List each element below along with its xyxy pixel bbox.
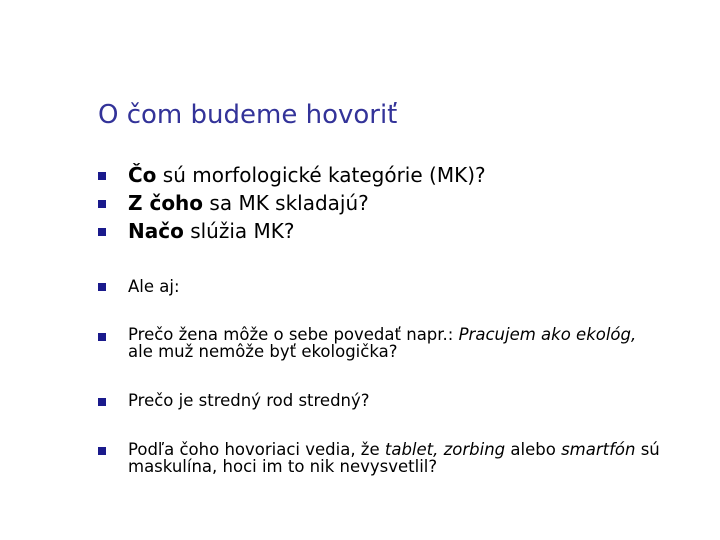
bullet-item-2: [128, 192, 369, 214]
bullet-item-5: [128, 326, 636, 360]
bullet-square-icon: [98, 172, 106, 180]
bullet-item-4: Ale aj:: [128, 277, 180, 296]
bullet-square-icon: [98, 333, 106, 341]
bullet-7-line-1: [128, 441, 660, 458]
bullet-item-1: [128, 164, 486, 186]
bullet-5-line-2: ale muž nemôže byť ekologička?: [128, 342, 398, 361]
bullet-square-icon: [98, 200, 106, 208]
bullet-square-icon: [98, 228, 106, 236]
bullet-item-6: Prečo je stredný rod stredný?: [128, 391, 370, 410]
bullet-3-bold: Načo: [128, 219, 184, 243]
bullet-5-line-1-italic: Pracujem ako ekológ,: [458, 325, 637, 344]
bullet-1-bold: Čo: [128, 163, 157, 187]
bullet-square-icon: [98, 398, 106, 406]
bullet-square-icon: [98, 447, 106, 455]
bullet-1-rest: sú morfologické kategórie (MK)?: [156, 163, 486, 187]
bullet-3-rest: slúžia MK?: [183, 219, 295, 243]
bullet-7-line-1-start: Podľa čoho hovoriaci vedia, že: [128, 440, 385, 459]
bullet-7-italic-1: tablet, zorbing: [384, 440, 506, 459]
bullet-2-bold: Z čoho: [128, 191, 204, 215]
bullet-2-rest: sa MK skladajú?: [203, 191, 369, 215]
bullet-5-line-1-start: Prečo žena môže o sebe povedať napr.:: [128, 325, 459, 344]
bullet-7-italic-2: smartfón: [561, 440, 636, 459]
slide-title: O čom budeme hovoriť: [98, 100, 398, 130]
bullet-7-end: sú: [635, 440, 660, 459]
bullet-7-line-2: maskulína, hoci im to nik nevysvetlil?: [128, 457, 438, 476]
bullet-5-line-1: [128, 326, 636, 343]
bullet-square-icon: [98, 283, 106, 291]
bullet-item-3: [128, 220, 295, 242]
bullet-7-middle: alebo: [505, 440, 562, 459]
bullet-item-7: [128, 441, 660, 475]
